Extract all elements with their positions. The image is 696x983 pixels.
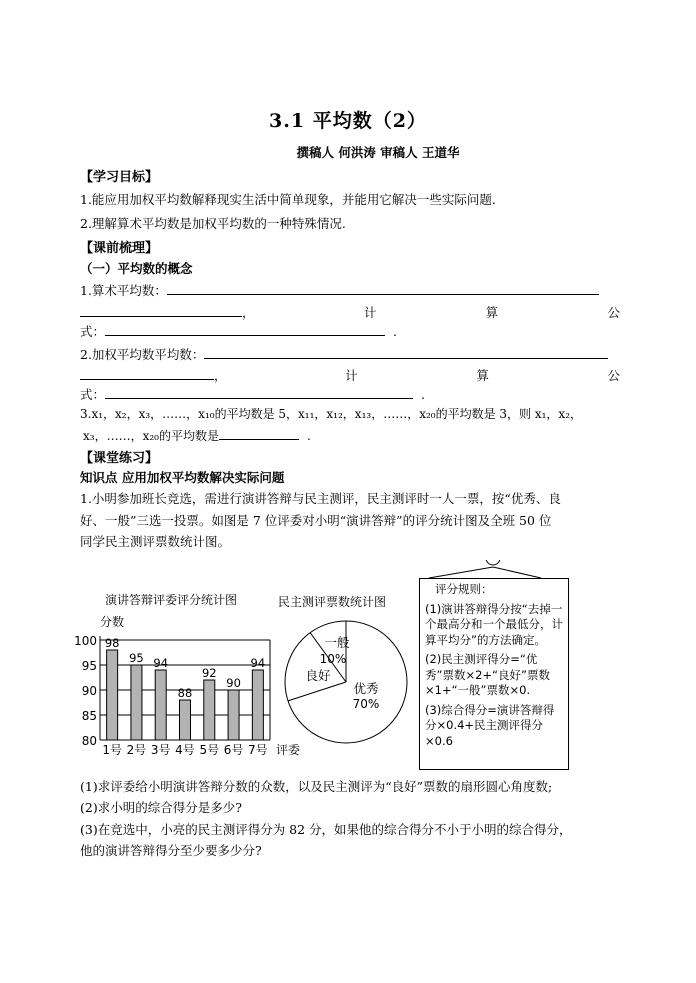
practice-header: 【课堂练习】 xyxy=(80,451,159,466)
authors-line: 撰稿人 何洪涛 审稿人 王道华 xyxy=(296,145,460,160)
rule-1: (1)演讲答辩得分按“去掉一个最高分和一个最低分，计算平均分”的方法确定。 xyxy=(425,601,563,647)
suan-char: 算 xyxy=(476,368,489,383)
q1-blank-2[interactable] xyxy=(80,304,242,317)
x-tick-label: 6号 xyxy=(223,743,244,757)
q2-blank-2[interactable] xyxy=(80,367,214,380)
q1-formula-row xyxy=(80,303,620,321)
q2-label: 2.加权平均数平均数： xyxy=(80,347,205,362)
ji-char: 计 xyxy=(345,368,358,383)
bar-value-label: 98 xyxy=(104,636,120,650)
q3-text: x₃，……，x₂₀的平均数是 xyxy=(83,429,219,443)
q2-blank[interactable] xyxy=(204,346,608,359)
bar-chart xyxy=(74,592,300,757)
pie-value-label: 10% xyxy=(319,652,347,666)
goal-2: 2.理解算术平均数是加权平均数的一种特殊情况. xyxy=(80,216,346,231)
sub-question-3-line-2: 他的演讲答辩得分至少要多少分? xyxy=(80,843,262,858)
page-title: 3.1 平均数（2） xyxy=(269,110,427,132)
x-tick-label: 2号 xyxy=(126,743,147,757)
comma: ， xyxy=(242,305,255,320)
q1-blank[interactable] xyxy=(167,282,599,295)
q1-line xyxy=(80,281,599,299)
scoring-rules-box xyxy=(419,578,569,770)
y-tick-label: 90 xyxy=(81,684,97,698)
pie-slice-label: 良好 xyxy=(305,668,331,683)
x-tick-label: 4号 xyxy=(175,743,195,757)
y-tick-label: 80 xyxy=(81,734,97,748)
bar-value-label: 94 xyxy=(153,656,169,670)
sub-question-2: (2)求小明的综合得分是多少? xyxy=(80,800,242,815)
bar xyxy=(228,690,239,740)
bar xyxy=(107,650,118,740)
bar-value-label: 88 xyxy=(177,686,193,700)
rule-3: (3)综合得分=演讲答辩得分×0.4+民主测评得分×0.6 xyxy=(425,702,555,748)
sub-question-1: (1)求评委给小明演讲答辩分数的众数，以及民主测评为“良好”票数的扇形圆心角度数; xyxy=(80,779,553,794)
bar xyxy=(131,665,142,740)
hanger-right xyxy=(493,567,541,578)
q1-shi-line xyxy=(80,322,397,340)
x-axis-label: 评委 xyxy=(276,743,301,757)
q2-line xyxy=(80,345,608,363)
q2-shi-line xyxy=(80,385,425,403)
q2-formula-row xyxy=(80,366,620,384)
rules-title: 评分规则： xyxy=(435,582,493,596)
pie-chart xyxy=(278,594,407,743)
bar xyxy=(155,670,166,740)
goals-header: 【学习目标】 xyxy=(80,170,159,185)
charts-figure xyxy=(0,560,696,780)
q3-blank[interactable] xyxy=(219,427,299,440)
period: . xyxy=(421,387,425,402)
pie-slice-label: 优秀 xyxy=(353,681,379,696)
bar xyxy=(252,670,263,740)
pie-chart-title: 民主测评票数统计图 xyxy=(278,595,387,609)
q3-line-1: 3.x₁，x₂，x₃，……，x₁₀的平均数是 5，x₁₁，x₁₂，x₁₃，……，x₂₀的平均数是 3，则 x₁，x₂， xyxy=(80,407,582,421)
gong-char: 公 xyxy=(607,305,620,320)
review-header: 【课前梳理】 xyxy=(80,241,159,256)
bar-chart-title: 演讲答辩评委评分统计图 xyxy=(105,593,238,607)
x-tick-label: 5号 xyxy=(199,743,220,757)
problem-1-line-2: 好、一般”三选一投票。如图是 7 位评委对小明“演讲答辩”的评分统计图及全班 50 位 xyxy=(80,513,552,528)
pin-icon xyxy=(486,560,500,565)
bar-value-label: 94 xyxy=(250,656,266,670)
shi-label: 式： xyxy=(80,387,106,402)
y-tick-label: 100 xyxy=(74,634,97,648)
q2-formula-blank[interactable] xyxy=(105,386,413,399)
q3-line-2 xyxy=(83,427,311,444)
sub-question-3-line-1: (3)在竞选中，小亮的民主测评得分为 82 分，如果他的综合得分不小于小明的综合得分， xyxy=(80,822,572,837)
y-tick-label: 85 xyxy=(81,709,97,723)
shi-label: 式： xyxy=(80,324,106,339)
knowledge-point: 知识点 应用加权平均数解决实际问题 xyxy=(80,470,285,485)
hanger-left xyxy=(429,567,493,578)
bar-value-label: 95 xyxy=(129,651,144,665)
q1-formula-blank[interactable] xyxy=(105,323,385,336)
gong-char: 公 xyxy=(607,368,620,383)
x-tick-label: 3号 xyxy=(150,743,171,757)
ji-char: 计 xyxy=(363,305,377,320)
subsection-1: （一）平均数的概念 xyxy=(80,261,193,276)
rule-2: (2)民主测评得分=“优秀”票数×2+“良好”票数×1+“一般”票数×0. xyxy=(425,652,550,697)
y-axis-label: 分数 xyxy=(100,615,125,629)
pie-slice-label: 一般 xyxy=(324,635,350,650)
x-tick-label: 7号 xyxy=(248,743,268,757)
comma: ， xyxy=(214,368,227,383)
period: . xyxy=(306,429,311,443)
y-tick-label: 95 xyxy=(81,659,97,673)
x-tick-label: 1号 xyxy=(102,743,122,757)
bar-value-label: 92 xyxy=(201,666,217,680)
pie-value-label: 70% xyxy=(352,697,380,711)
q1-label: 1.算术平均数： xyxy=(80,283,167,298)
problem-1-line-3: 同学民主测评票数统计图。 xyxy=(80,534,231,549)
goal-1: 1.能应用加权平均数解释现实生活中简单现象，并能用它解决一些实际问题. xyxy=(80,192,496,207)
problem-1-line-1: 1.小明参加班长竞选，需进行演讲答辩与民主测评，民主测评时一人一票，按“优秀、良 xyxy=(80,491,561,506)
bar xyxy=(180,700,191,740)
bar xyxy=(204,680,215,740)
suan-char: 算 xyxy=(485,305,499,320)
period: . xyxy=(393,324,397,339)
bar-value-label: 90 xyxy=(226,676,241,690)
